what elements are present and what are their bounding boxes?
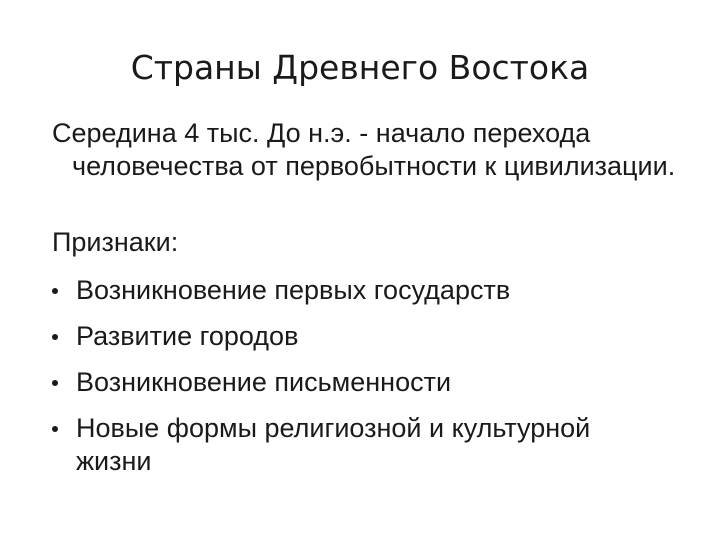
list-item: [52, 366, 672, 399]
list-item-text: Новые формы религиозной и культурной жизни: [76, 413, 591, 476]
bullet-icon: [52, 380, 58, 386]
list-item: [52, 412, 672, 478]
bullet-icon: [52, 334, 58, 340]
features-list: [52, 274, 672, 491]
list-item-text: Развитие городов: [76, 321, 299, 351]
bullet-icon: [52, 288, 58, 294]
slide-title: Страны Древнего Востока: [130, 48, 590, 87]
intro-paragraph: Середина 4 тыс. До н.э. - начало перехода человечества от первобытности к цивилизации.: [52, 118, 676, 181]
list-item-text: Возникновение первых государств: [76, 275, 511, 305]
features-label: Признаки:: [52, 227, 179, 257]
list-item-text: Возникновение письменности: [76, 367, 452, 397]
bullet-icon: [52, 426, 58, 432]
list-item: [52, 274, 672, 307]
list-item: [52, 320, 672, 353]
